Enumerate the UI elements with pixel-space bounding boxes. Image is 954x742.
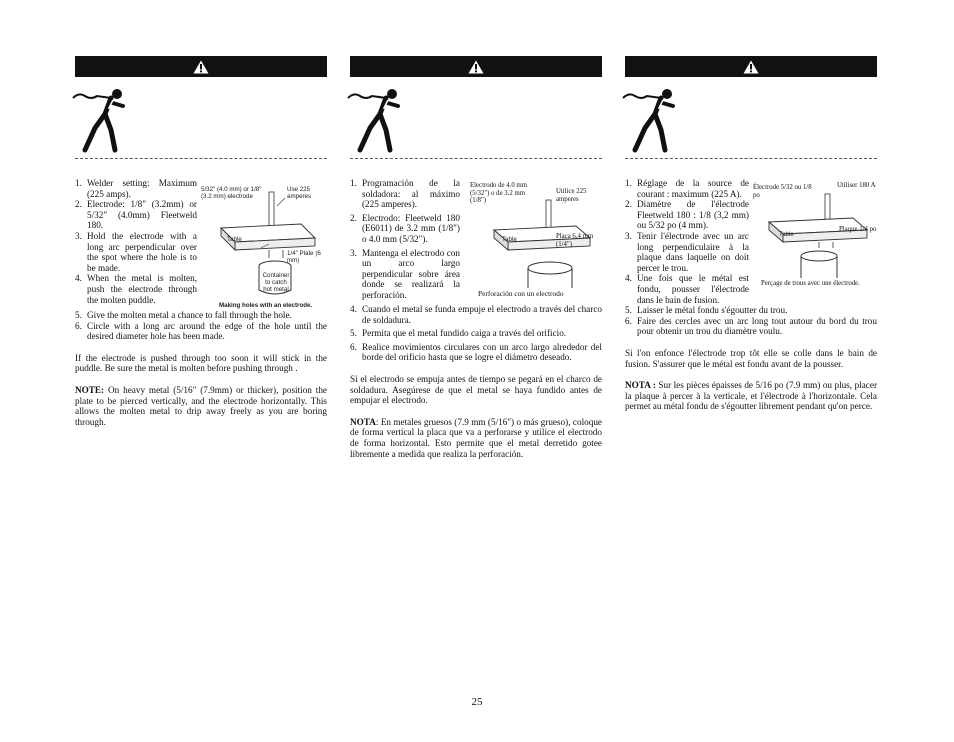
warning-triangle-icon xyxy=(468,60,484,74)
page-number: 25 xyxy=(471,696,483,708)
list-item: 5. Laisser le métal fondu s'égoutter du trou. xyxy=(625,305,788,316)
french-text xyxy=(625,178,877,412)
figure-label-table: Table xyxy=(502,236,517,243)
list-item: 3. Hold the electrode with a long arc perpendicular over the spot where the hole is to be made. xyxy=(75,230,197,273)
electric-shock-icon xyxy=(621,84,681,154)
hole-figure xyxy=(199,184,327,310)
list-item: 3. Tenir l'électrode avec un arc long perpendiculaire à la plaque dans laquelle on doit percer le trou. xyxy=(625,230,749,273)
list-item: 2. Diamètre de l'électrode Fleetweld 180 : 1/8 (3,2 mm) ou 5/32 po (4 mm). xyxy=(625,199,749,231)
note-paragraph: NOTE: On heavy metal (5/16" (7.9mm) or thicker), position the plate to be pierced vertically, and the electrode horizontally. This allows the molten metal to drip away freely as you are boring through. xyxy=(75,384,328,427)
paragraph: Si l'on enfonce l'électrode trop tôt elle se colle dans le bain de fusion. S'assurer que le métal est fondu avant de la pousser. xyxy=(625,347,877,369)
list-item: 6. Circle with a long arc around the edge of the hole until the desired diameter hole has been made. xyxy=(75,320,327,342)
figure-label-amps: Use 225 amperes xyxy=(287,186,312,200)
figure-label-electrode: Electrodo de 4.0 mm (5/32") o de 3.2 mm (1/8") xyxy=(470,182,528,205)
list-item: 6. Faire des cercles avec un arc long tout autour du bord du trou pour obtenir un trou du diamètre voulu. xyxy=(625,315,877,337)
list-item: 5. Permita que el metal fundido caiga a través del orificio. xyxy=(350,328,567,339)
electric-shock-icon xyxy=(71,84,131,154)
column-french xyxy=(625,56,878,412)
figure-label-plate: 1/4" Plate (6 mm) xyxy=(287,250,321,264)
steps-list xyxy=(350,178,460,304)
warning-header-bar xyxy=(350,56,602,77)
paragraph: If the electrode is pushed through too soon it will stick in the puddle. Be sure the metal is molten before pushing through . xyxy=(75,352,327,374)
figure-caption: Making holes with an electrode. xyxy=(219,302,313,309)
list-item: 4. Une fois que le métal est fondu, pousser l'électrode dans le bain de fusion. xyxy=(625,273,749,305)
dashed-divider xyxy=(350,158,602,159)
list-item: 6. Realice movimientos circulares con un arco largo alrededor del borde del orificio hasta que se logre el diámetro deseado. xyxy=(350,341,602,363)
paragraph: Si el electrodo se empuja antes de tiempo se pegará en el charco de soldadura. Asegúrese de que el metal se haya fundido antes de empujar el electrodo. xyxy=(350,373,602,406)
note-label: NOTA : xyxy=(625,380,656,391)
column-spanish xyxy=(350,56,602,459)
list-item: 3. Mantenga el electrodo con un arco largo perpendicular sobre área donde se realizará la perforación. xyxy=(350,247,460,300)
list-item: 1. Welder setting: Maximum (225 amps). xyxy=(75,178,197,199)
warning-header-bar xyxy=(625,56,877,77)
note-label: NOTA xyxy=(350,416,376,427)
list-item: 2. Electrodo: Fleetweld 180 (E6011) de 3.2 mm (1/8") o 4.0 mm (5/32"). xyxy=(350,212,460,244)
warning-triangle-icon xyxy=(743,60,759,74)
dashed-divider xyxy=(625,158,877,159)
steps-list xyxy=(75,178,197,310)
figure-caption: Perçage de trous avec une électrode. xyxy=(761,280,860,287)
note-label: NOTE: xyxy=(75,384,105,395)
list-item: 4. When the metal is molten, push the electrode through the molten puddle. xyxy=(75,273,197,305)
list-item: 5. Give the molten metal a chance to fall through the hole. xyxy=(75,310,292,320)
figure-label-container: Container to catch hot metal xyxy=(262,272,290,293)
steps-list xyxy=(625,305,877,337)
dashed-divider xyxy=(75,158,327,159)
steps-list xyxy=(75,310,327,342)
figure-label-amps: Utilice 225 amperes xyxy=(556,188,587,203)
list-item: 2. Electrode: 1/8" (3.2mm) or 5/32" (4.0mm) Fleetweld 180. xyxy=(75,199,197,231)
steps-list xyxy=(350,304,602,363)
figure-label-table: Table xyxy=(779,231,794,238)
warning-header-bar xyxy=(75,56,327,77)
list-item: 1. Réglage de la source de courant : maximum (225 A). xyxy=(625,178,749,199)
english-text xyxy=(75,178,327,427)
figure-label-electrode: 5/32" (4.0 mm) or 1/8" (3.2 mm) electrode xyxy=(201,186,262,200)
list-item: 4. Cuando el metal se funda empuje el electrodo a través del charco de soldadura. xyxy=(350,304,602,325)
figure-label-amps: Utiliser 180 A xyxy=(837,182,876,189)
figure-label-plate: Placa 6.4 mm (1/4") xyxy=(556,233,594,248)
note-paragraph: NOTA : Sur les pièces épaisses de 5/16 po (7.9 mm) ou plus, placer la plaque à percer à la verticale, et l'électrode à l'horizontale. Cela permet au métal fondu de s'égoutter librement pendant qu'on perce. xyxy=(625,380,878,412)
hole-figure xyxy=(751,178,877,304)
column-english xyxy=(75,56,328,427)
note-paragraph: NOTA: En metales gruesos (7.9 mm (5/16") o más grueso), coloque de forma vertical la placa que va a perforarse y utilice el electrodo de forma horizontal. Esto permite que el metal derretido gotee libremente a medida que realiza la perforación. xyxy=(350,416,602,459)
warning-triangle-icon xyxy=(193,60,209,74)
figure-caption: Perforación con un electrodo xyxy=(478,289,564,298)
figure-label-electrode: Électrode 5/32 ou 1/8 po xyxy=(753,184,812,199)
spanish-text xyxy=(350,178,602,459)
figure-label-plate: Plaque 1/4 po xyxy=(839,226,877,233)
list-item: 1. Programación de la soldadora: al máximo (225 amperes). xyxy=(350,178,460,210)
hole-figure xyxy=(464,180,602,304)
electric-shock-icon xyxy=(346,84,406,154)
figure-label-table: Table xyxy=(227,236,242,243)
steps-list xyxy=(625,178,749,305)
